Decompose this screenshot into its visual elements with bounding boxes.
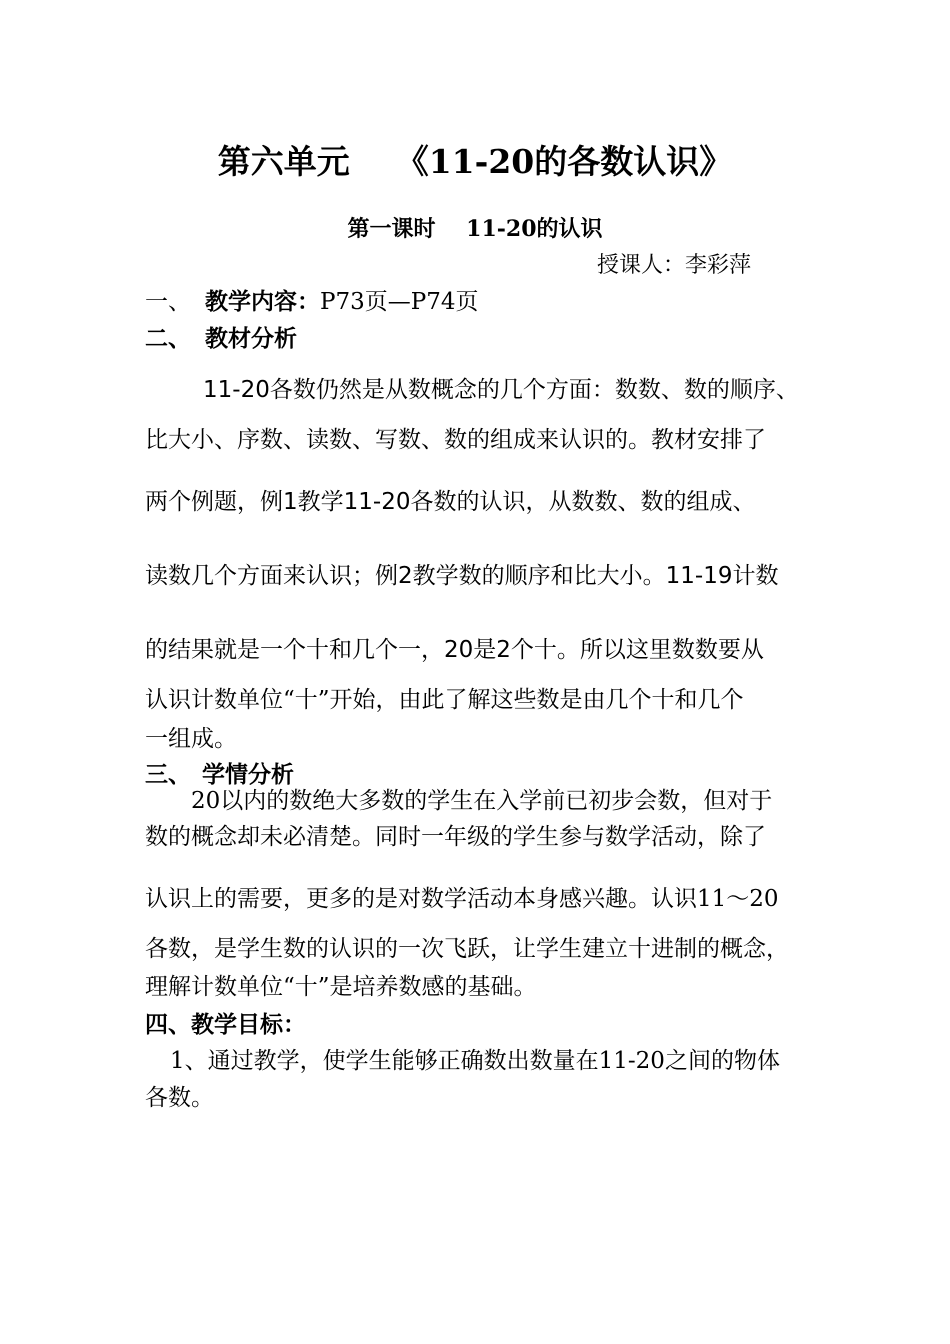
section-teaching-content [145,287,478,317]
paragraph-line: 1、通过教学，使学生能够正确数出数量在11-20之间的物体 [170,1048,780,1074]
section-label: 教学内容： [205,288,320,315]
paragraph-line: 两个例题，例1教学11-20各数的认识，从数数、数的组成、 [145,489,756,515]
paragraph-line: 读数几个方面来认识；例2教学数的顺序和比大小。11-19计数 [145,563,779,589]
paragraph-line: 各数。 [145,1085,214,1111]
section-number: 一、 [145,289,191,315]
paragraph-line: 的结果就是一个十和几个一，20是2个十。所以这里数数要从 [145,637,764,663]
paragraph-line: 20以内的数绝大多数的学生在入学前已初步会数，但对于 [191,788,773,814]
paragraph-line: 认识计数单位“十”开始，由此了解这些数是由几个十和几个 [145,687,744,713]
paragraph-line: 数的概念却未必清楚。同时一年级的学生参与数学活动，除了 [145,824,766,850]
document-title: 第六单元 《11-20的各数认识》 [217,142,733,181]
paragraph-line: 各数，是学生数的认识的一次飞跃，让学生建立十进制的概念， [145,936,789,962]
paragraph-line: 认识上的需要，更多的是对数学活动本身感兴趣。认识11～20 [145,886,779,912]
paragraph-line: 一组成。 [145,726,237,752]
section-number: 三、 [145,761,191,788]
section-number: 二、 [145,325,191,352]
paragraph-line: 理解计数单位“十”是培养数感的基础。 [145,974,537,1000]
paragraph-line: 11-20各数仍然是从数概念的几个方面：数数、数的顺序、 [203,377,799,403]
section-textbook-analysis [145,324,297,354]
section-text: P73页—P74页 [320,289,479,315]
author-line: 授课人：李彩萍 [597,253,752,278]
paragraph-line: 比大小、序数、读数、写数、数的组成来认识的。教材安排了 [145,427,766,453]
lesson-subtitle: 第一课时 11-20的认识 [347,216,603,242]
section-label: 学情分析 [202,761,294,788]
section-label: 教材分析 [205,325,297,352]
section-teaching-goals: 四、教学目标： [145,1011,306,1038]
